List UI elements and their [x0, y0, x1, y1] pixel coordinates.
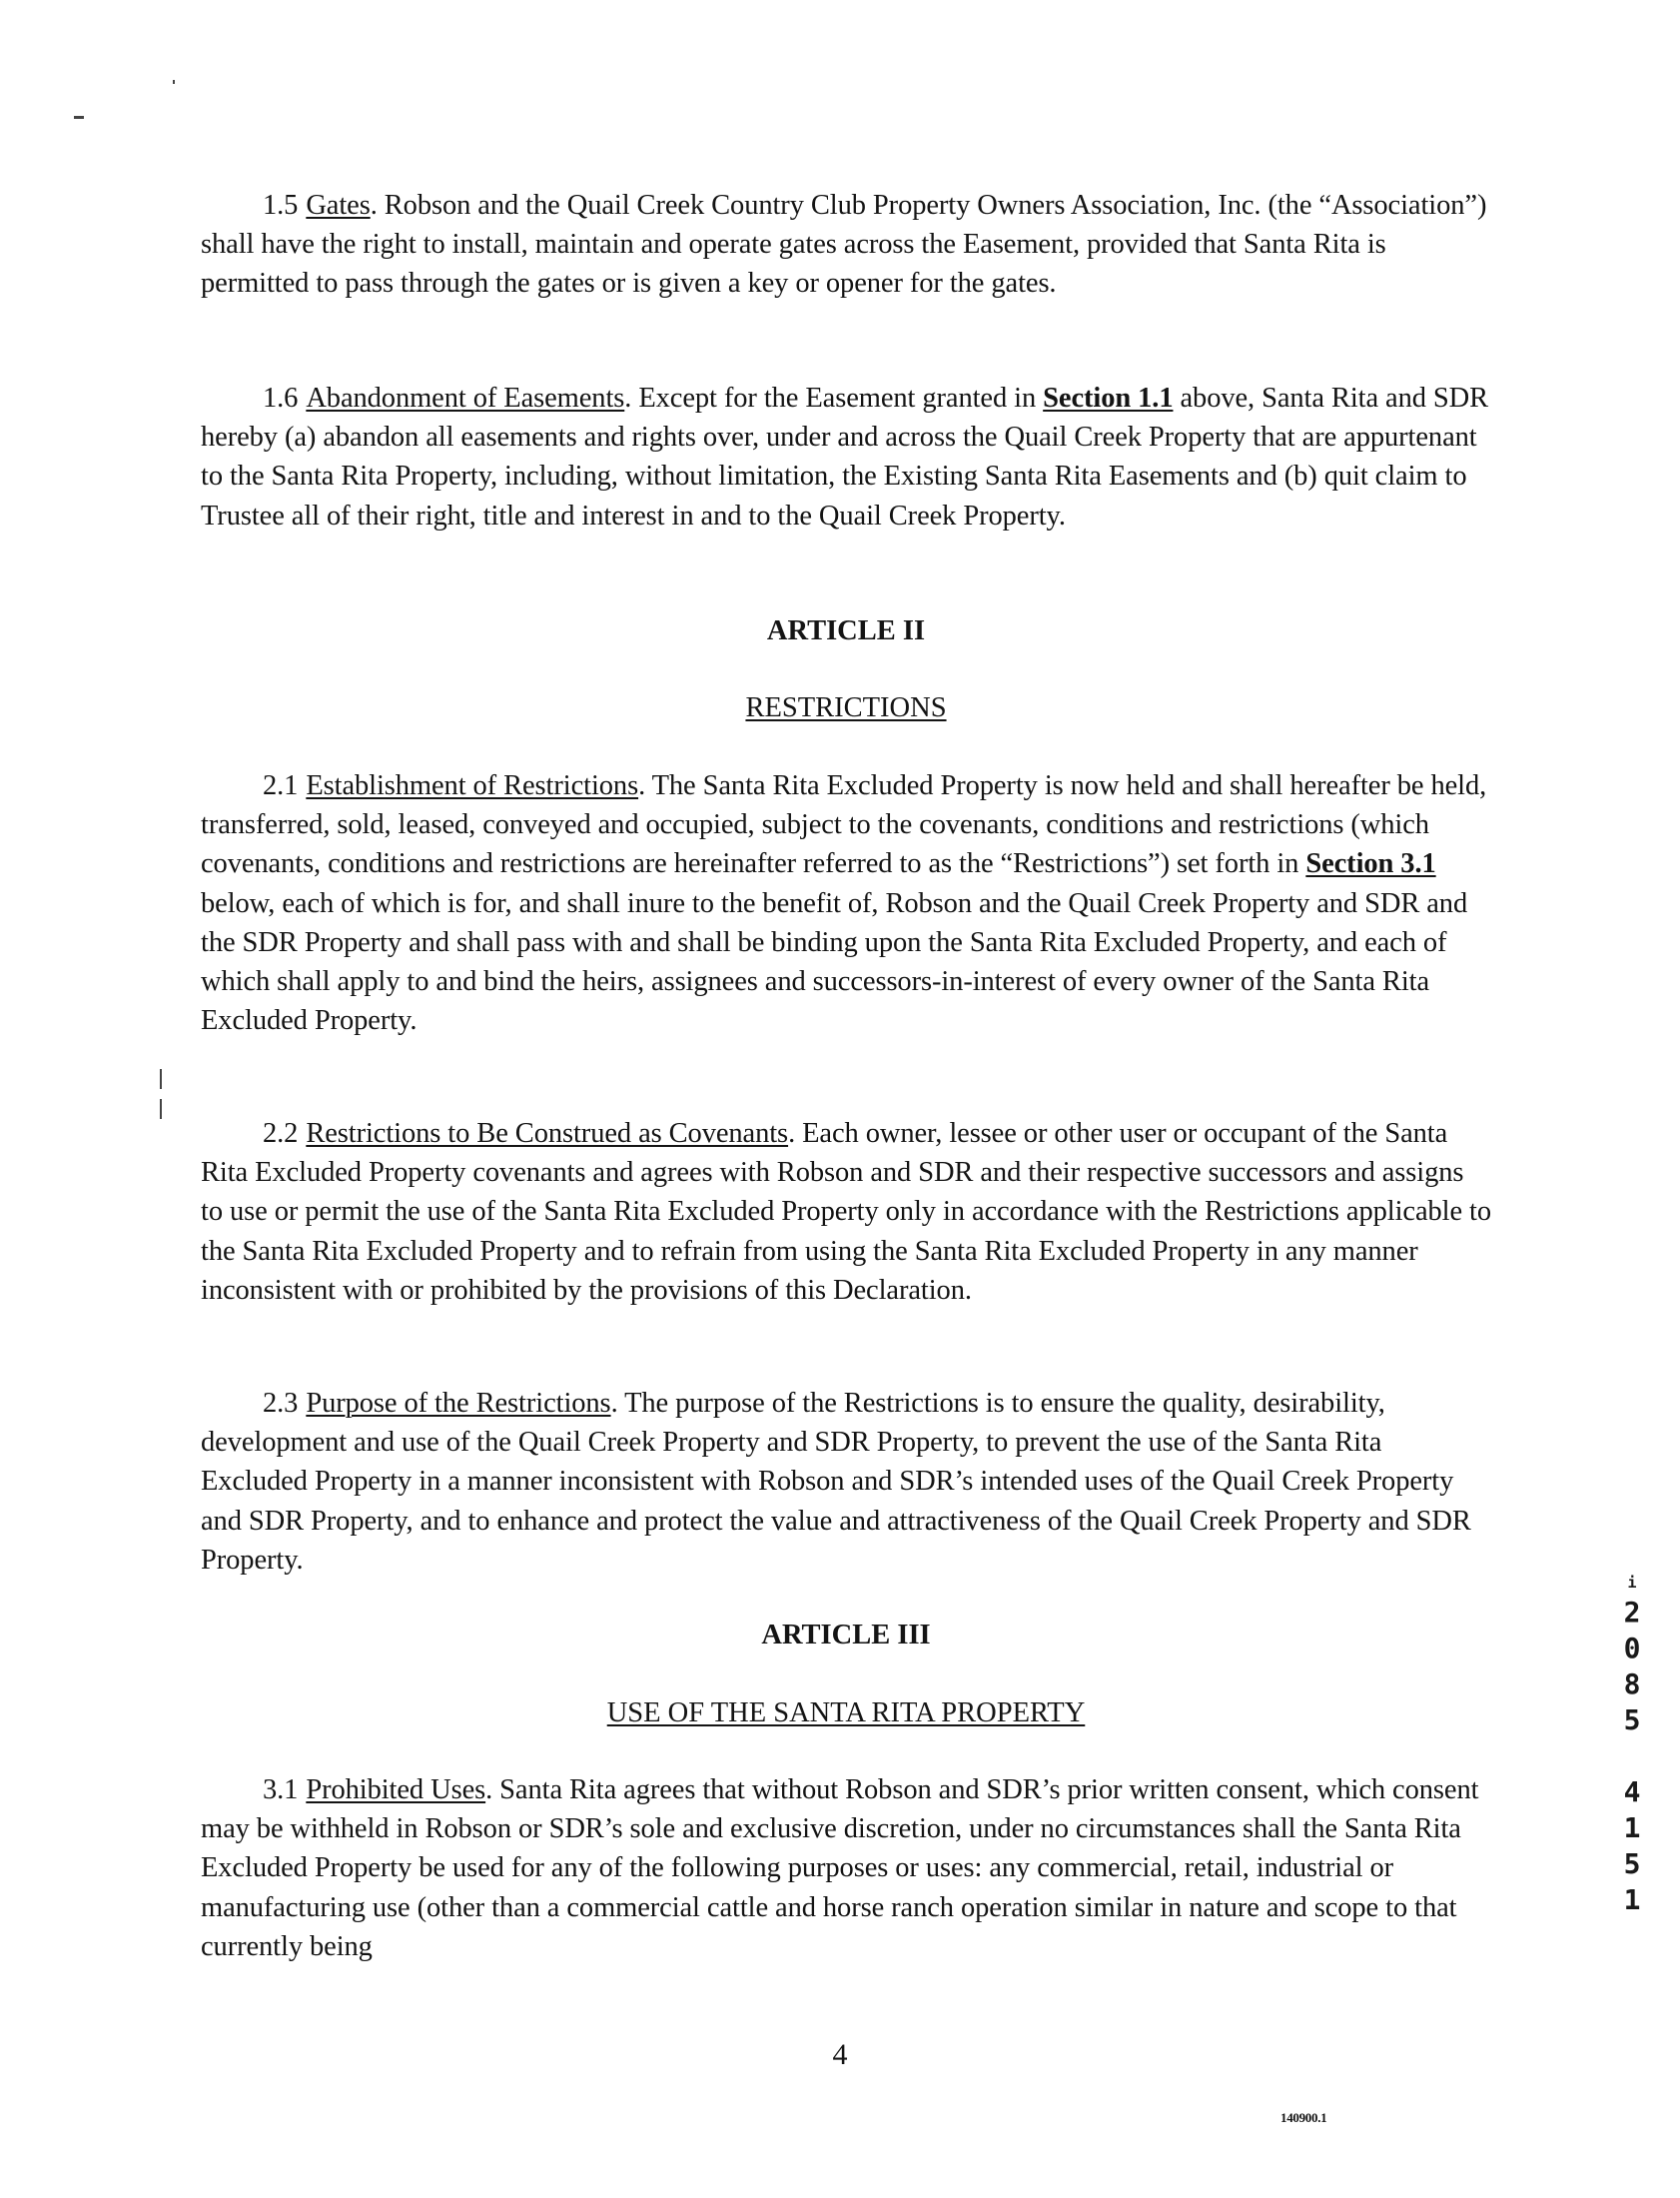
stamp-char: 5 [1623, 1703, 1641, 1736]
scan-speck [173, 80, 175, 84]
section-2-1 [201, 766, 1491, 1040]
article-subheading-text: RESTRICTIONS [745, 692, 947, 723]
article-subheading [201, 1693, 1491, 1732]
section-title: Restrictions to Be Construed as Covenants [306, 1118, 789, 1149]
scan-line [160, 1069, 162, 1089]
section-number: 2.3 [263, 1388, 299, 1419]
section-text: . Each owner, lessee or other user or occupant of the Santa Rita Excluded Property covenants and agrees with Robson and SDR and their respective successors and assigns to use or permit the use of the Santa Rita Excluded Property only in accordance with the Restrictions applicable to the Santa Rita Excluded Property and to refrain from using the Santa Rita Excluded Property in any manner inconsistent with or prohibited by the provisions of this Declaration. [201, 1118, 1492, 1306]
section-reference: Section 1.1 [1043, 383, 1174, 414]
section-text: . The Santa Rita Excluded Property is now held and shall hereafter be held, transferred, sold, leased, conveyed and occupied, subject to the covenants, conditions and restrictions (which covenants, conditions and restrictions are hereinafter referred to as the “Restrictions”) set forth in [201, 770, 1487, 880]
scan-line [160, 1099, 162, 1119]
section-title: Purpose of the Restrictions [306, 1388, 611, 1419]
section-3-1 [201, 1770, 1491, 1966]
stamp-top-char: i [1627, 1574, 1637, 1592]
section-number: 2.1 [263, 770, 299, 801]
stamp-char: 4 [1623, 1775, 1641, 1808]
section-1-6 [201, 379, 1491, 536]
section-reference: Section 3.1 [1305, 848, 1436, 880]
stamp-spacer [1616, 1738, 1648, 1774]
section-title: Prohibited Uses [306, 1774, 486, 1805]
section-text: . Robson and the Quail Creek Country Club Property Owners Association, Inc. (the “Association”) shall have the right to install, maintain and operate gates across the Easement, provided that Santa Rita is permitted to pass through the gates or is given a key or opener for the gates. [201, 190, 1487, 300]
section-text: . The purpose of the Restrictions is to ensure the quality, desirability, development and use of the Quail Creek Property and SDR Property, to prevent the use of the Santa Rita Excluded Property in a manner inconsistent with Robson and SDR’s intended uses of the Quail Creek Property and SDR Property, and to enhance and protect the value and attractiveness of the Quail Creek Property and SDR Property. [201, 1388, 1471, 1576]
section-2-3 [201, 1384, 1491, 1580]
stamp-char: 5 [1623, 1847, 1641, 1880]
stamp-char: 0 [1623, 1632, 1641, 1664]
stamp-char: 2 [1623, 1596, 1641, 1629]
article-heading: ARTICLE II [766, 615, 926, 646]
section-title: Abandonment of Easements [306, 383, 625, 414]
section-number: 1.5 [263, 190, 299, 221]
stamp-char: 1 [1623, 1883, 1641, 1916]
section-text: . Santa Rita agrees that without Robson and SDR’s prior written consent, which consent may be withheld in Robson or SDR’s sole and exclusive discretion, under no circumstances shall the Santa Rita Excluded Property be used for any of the following purposes or uses: any commercial, retail, industrial or manufacturing use (other than a commercial cattle and horse ranch operation similar in nature and scope to that currently being [201, 1774, 1479, 1962]
page-number: 4 [832, 2038, 848, 2071]
stamp-char: 1 [1623, 1811, 1641, 1844]
section-1-5 [201, 186, 1491, 304]
section-title: Gates [306, 190, 371, 221]
section-text: . Except for the Easement granted in [624, 383, 1044, 414]
section-number: 1.6 [263, 383, 299, 414]
section-number: 3.1 [263, 1774, 299, 1805]
document-code: 140900.1 [1280, 2110, 1327, 2125]
recording-stamp [1616, 1571, 1648, 1918]
article-subheading-text: USE OF THE SANTA RITA PROPERTY [606, 1697, 1086, 1728]
scan-dash [74, 116, 84, 119]
section-2-2 [201, 1114, 1491, 1310]
stamp-char: 8 [1623, 1667, 1641, 1700]
article-heading: ARTICLE III [761, 1620, 931, 1650]
section-text: above, Santa Rita and SDR hereby (a) abandon all easements and rights over, under and across the Quail Creek Property that are appurtenant to the Santa Rita Property, including, without limitation, the Existing Santa Rita Easements and (b) quit claim to Trustee all of their right, title and interest in and to the Quail Creek Property. [201, 383, 1489, 532]
article-subheading [201, 688, 1491, 727]
section-number: 2.2 [263, 1118, 299, 1149]
section-text: below, each of which is for, and shall inure to the benefit of, Robson and the Quail Creek Property and SDR and the SDR Property and shall pass with and shall be binding upon the Santa Rita Excluded Property, and each of which shall apply to and bind the heirs, assignees and successors-in-interest of every owner of the Santa Rita Excluded Property. [201, 887, 1468, 1037]
section-title: Establishment of Restrictions [306, 770, 639, 801]
